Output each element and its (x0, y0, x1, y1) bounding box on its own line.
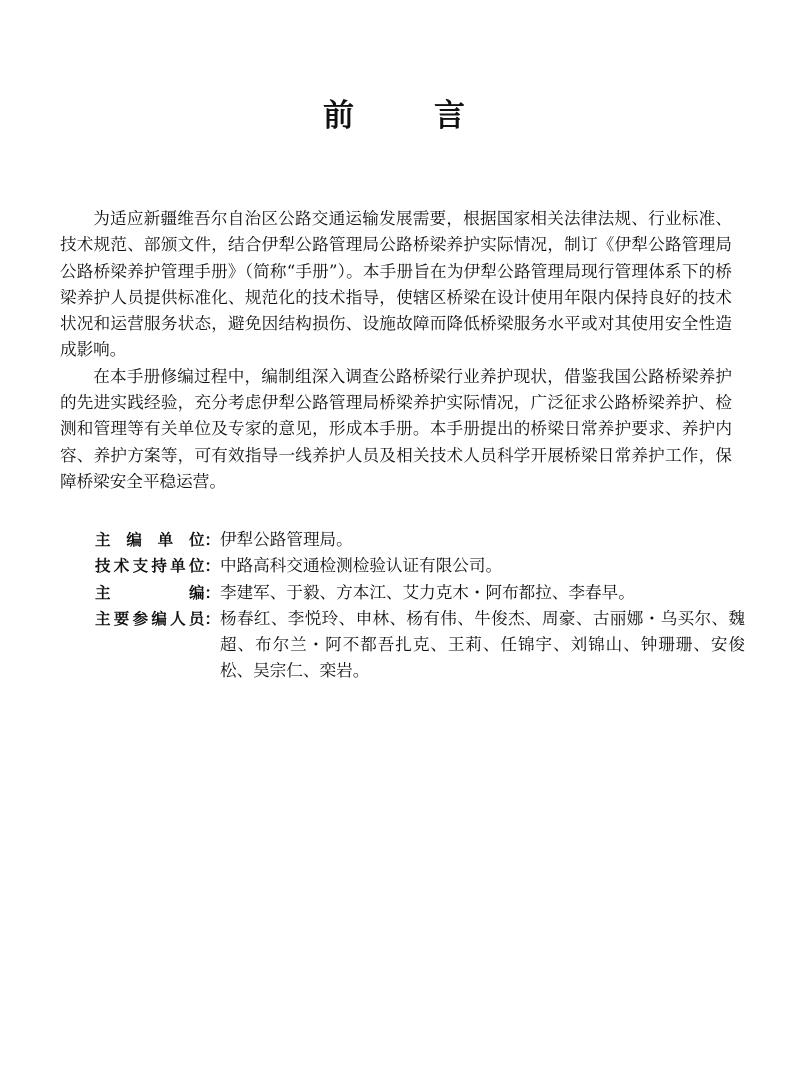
preface-paragraph-1: 为适应新疆维吾尔自治区公路交通运输发展需要，根据国家相关法律法规、行业标准、技术规范、部颁文件，结合伊犁公路管理局公路桥梁养护实际情况，制订《伊犁公路管理局公路桥梁养护管理手册》（简称“手册”）。本手册旨在为伊犁公路管理局现行管理体系下的桥梁养护人员提供标准化、规范化的技术指导，使辖区桥梁在设计使用年限内保持良好的技术状况和运营服务状态，避免因结构损伤、设施故障而降低桥梁服务水平或对其使用安全性造成影响。 (60, 209, 732, 360)
credit-value-chief-editor: 李建军、于毅、方本江、艾力克木・阿布都拉、李春早。 (220, 582, 635, 602)
label-char: 技 (95, 557, 111, 576)
credit-row-tech-support (95, 553, 745, 579)
label-colon: ： (204, 583, 220, 602)
credit-row-chief-editor (95, 580, 745, 606)
label-char: 编 (126, 531, 142, 549)
label-char: 主 (95, 583, 111, 602)
credit-value-chief-unit: 伊犁公路管理局。 (220, 530, 353, 549)
credit-label-tech-support (95, 553, 220, 579)
label-char: 主 (95, 531, 111, 549)
label-char: 位 (188, 531, 205, 549)
preface-body (60, 206, 732, 495)
label-char: 术 (113, 557, 130, 576)
label-char: 员 (188, 609, 205, 628)
credit-row-main-contributors (95, 606, 745, 685)
credit-label-main-contributors (95, 606, 220, 632)
credits-block (95, 527, 745, 685)
credit-row-chief-unit (95, 527, 745, 553)
label-char: 主 (95, 609, 111, 628)
label-char: 位 (188, 557, 205, 576)
label-char: 参 (132, 609, 149, 628)
credit-value-tech-support: 中路高科交通检测检验认证有限公司。 (220, 556, 503, 576)
label-colon: ： (204, 557, 220, 576)
label-char: 要 (113, 609, 130, 628)
credit-value-main-contributors: 杨春红、李悦玲、申林、杨有伟、牛俊杰、周豪、古丽娜・乌买尔、魏超、布尔兰・阿不都吾扎克、王莉、任锦宇、刘锦山、钟珊珊、安俊松、吴宗仁、栾岩。 (220, 608, 745, 681)
title-char-2: 言 (434, 98, 467, 134)
title-char-1: 前 (323, 98, 356, 134)
page-title (0, 92, 790, 140)
label-colon: ： (204, 531, 220, 549)
credit-label-chief-unit (95, 527, 220, 553)
credit-label-chief-editor (95, 580, 220, 606)
label-char: 单 (157, 531, 174, 549)
label-char: 编 (188, 583, 205, 602)
label-colon: ： (204, 609, 220, 628)
label-char: 持 (151, 557, 167, 576)
label-char: 单 (170, 557, 186, 576)
preface-paragraph-2: 在本手册修编过程中，编制组深入调查公路桥梁行业养护现状，借鉴我国公路桥梁养护的先进实践经验，充分考虑伊犁公路管理局桥梁养护实际情况，广泛征求公路桥梁养护、检测和管理等有关单位及专家的意见，形成本手册。本手册提出的桥梁日常养护要求、养护内容、养护方案等，可有效指导一线养护人员及相关技术人员科学开展桥梁日常养护工作，保障桥梁安全平稳运营。 (60, 366, 732, 491)
label-char: 编 (151, 609, 167, 628)
label-char: 人 (170, 609, 186, 628)
label-char: 支 (132, 557, 149, 576)
